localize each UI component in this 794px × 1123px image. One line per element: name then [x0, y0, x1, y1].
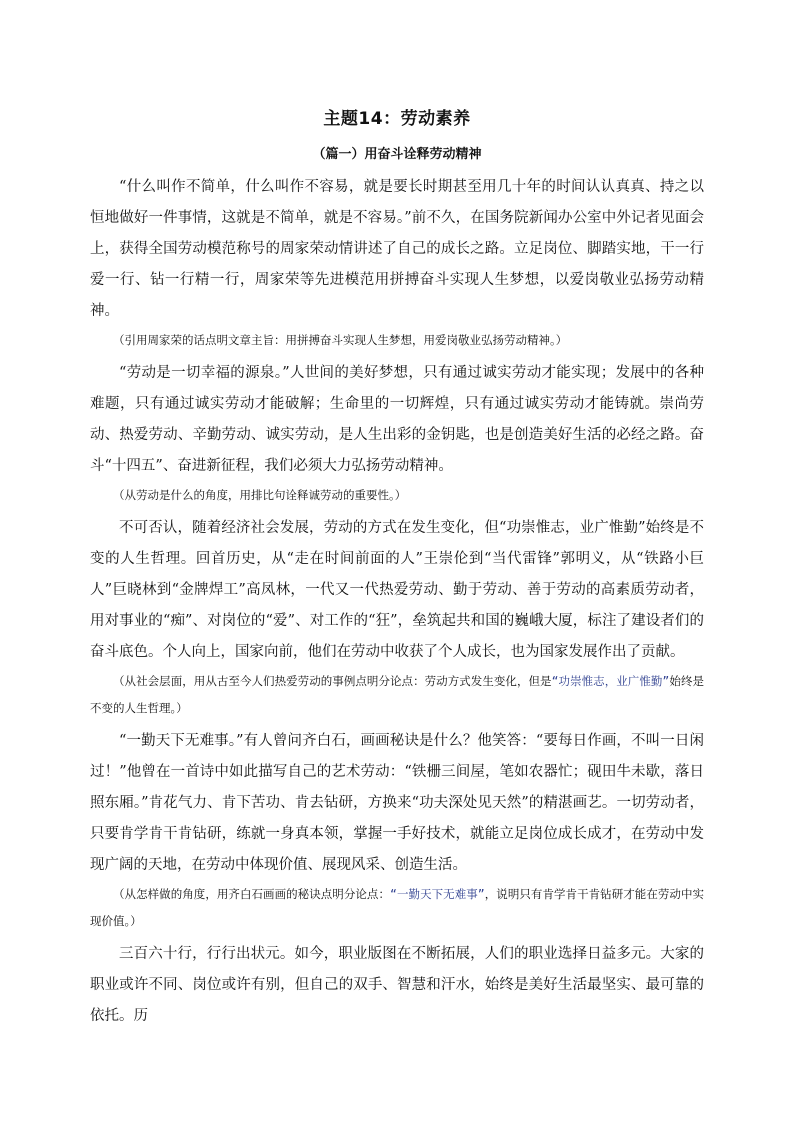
- annotation-text: ，说明只有肯学肯干肯钻研才能在劳动中实现价值。）: [90, 887, 704, 928]
- body-paragraph: “一勤天下无难事。”有人曾问齐白石，画画秘诀是什么？他笑答：“要每日作画，不叫一日闲过！”他曾在一首诗中如此描写自己的艺术劳动：“铁栅三间屋，笔如农器忙；砚田牛未歇，落日照东厢。”肯花气力、肯下苦功、肯去钻研，方换来“功夫深处见天然”的精湛画艺。一切劳动者，只要肯学肯干肯钻研，练就一身真本领，掌握一手好技术，就能立足岗位成长成才，在劳动中发现广阔的天地，在劳动中体现价值、展现风采、创造生活。: [90, 733, 704, 873]
- annotation-text: （从劳动是什么的角度，用排比句诠释诚劳动的重要性。）: [113, 488, 407, 502]
- annotation-note: [90, 881, 704, 935]
- annotation-note: [90, 482, 704, 509]
- document-body: [90, 172, 704, 1032]
- document-title: 主题14：劳动素养: [323, 109, 471, 129]
- body-paragraph: “劳动是一切幸福的源泉。”人世间的美好梦想，只有通过诚实劳动才能实现；发展中的各种难题，只有通过诚实劳动才能破解；生命里的一切辉煌，只有通过诚实劳动才能铸就。崇尚劳动、热爱劳动、辛勤劳动、诚实劳动，是人生出彩的金钥匙，也是创造美好生活的必经之路。奋斗“十四五”、奋进新征程，我们必须大力弘扬劳动精神。: [90, 365, 704, 474]
- annotation-text: （引用周家荣的话点明文章主旨：用拼搏奋斗实现人生梦想，用爱岗敬业弘扬劳动精神。）: [113, 333, 568, 347]
- annotation-text: 始终是不变的人生哲理。）: [90, 674, 705, 715]
- annotation-note: [90, 327, 704, 354]
- annotation-text: （从社会层面，用从古至今人们热爱劳动的事例点明分论点：劳动方式发生变化，但是: [113, 674, 552, 688]
- document-page: [90, 104, 704, 1032]
- body-paragraph: “什么叫作不简单，什么叫作不容易，就是要长时期甚至用几十年的时间认认真真、持之以恒地做好一件事情，这就是不简单，就是不容易。”前不久，在国务院新闻办公室中外记者见面会上，获得全国劳动模范称号的周家荣动情讲述了自己的成长之路。立足岗位、脚踏实地，干一行爱一行、钻一行精一行，周家荣等先进模范用拼搏奋斗实现人生梦想，以爱岗敬业弘扬劳动精神。: [90, 179, 704, 319]
- annotation-note: [90, 668, 704, 722]
- document-subtitle: （篇一）用奋斗诠释劳动精神: [312, 147, 482, 162]
- annotation-text: （从怎样做的角度，用齐白石画画的秘诀点明分论点：: [113, 887, 391, 901]
- body-paragraph: 三百六十行，行行出状元。如今，职业版图在不断拓展，人们的职业选择日益多元。大家的职业或许不同、岗位或许有别，但自己的双手、智慧和汗水，始终是美好生活最坚实、最可靠的依托。历: [90, 946, 704, 1024]
- annotation-highlight: “一勤天下无难事”: [390, 887, 485, 901]
- annotation-highlight: “功崇惟志，业广惟勤”: [551, 674, 670, 688]
- body-paragraph: 不可否认，随着经济社会发展，劳动的方式在发生变化，但“功崇惟志，业广惟勤”始终是不变的人生哲理。回首历史，从“走在时间前面的人”王崇伦到“当代雷锋”郭明义，从“铁路小巨人”巨晓林到“金牌焊工”高凤林，一代又一代热爱劳动、勤于劳动、善于劳动的高素质劳动者，用对事业的“痴”、对岗位的“爱”、对工作的“狂”，垒筑起共和国的巍峨大厦，标注了建设者们的奋斗底色。个人向上，国家向前，他们在劳动中收获了个人成长，也为国家发展作出了贡献。: [90, 520, 704, 660]
